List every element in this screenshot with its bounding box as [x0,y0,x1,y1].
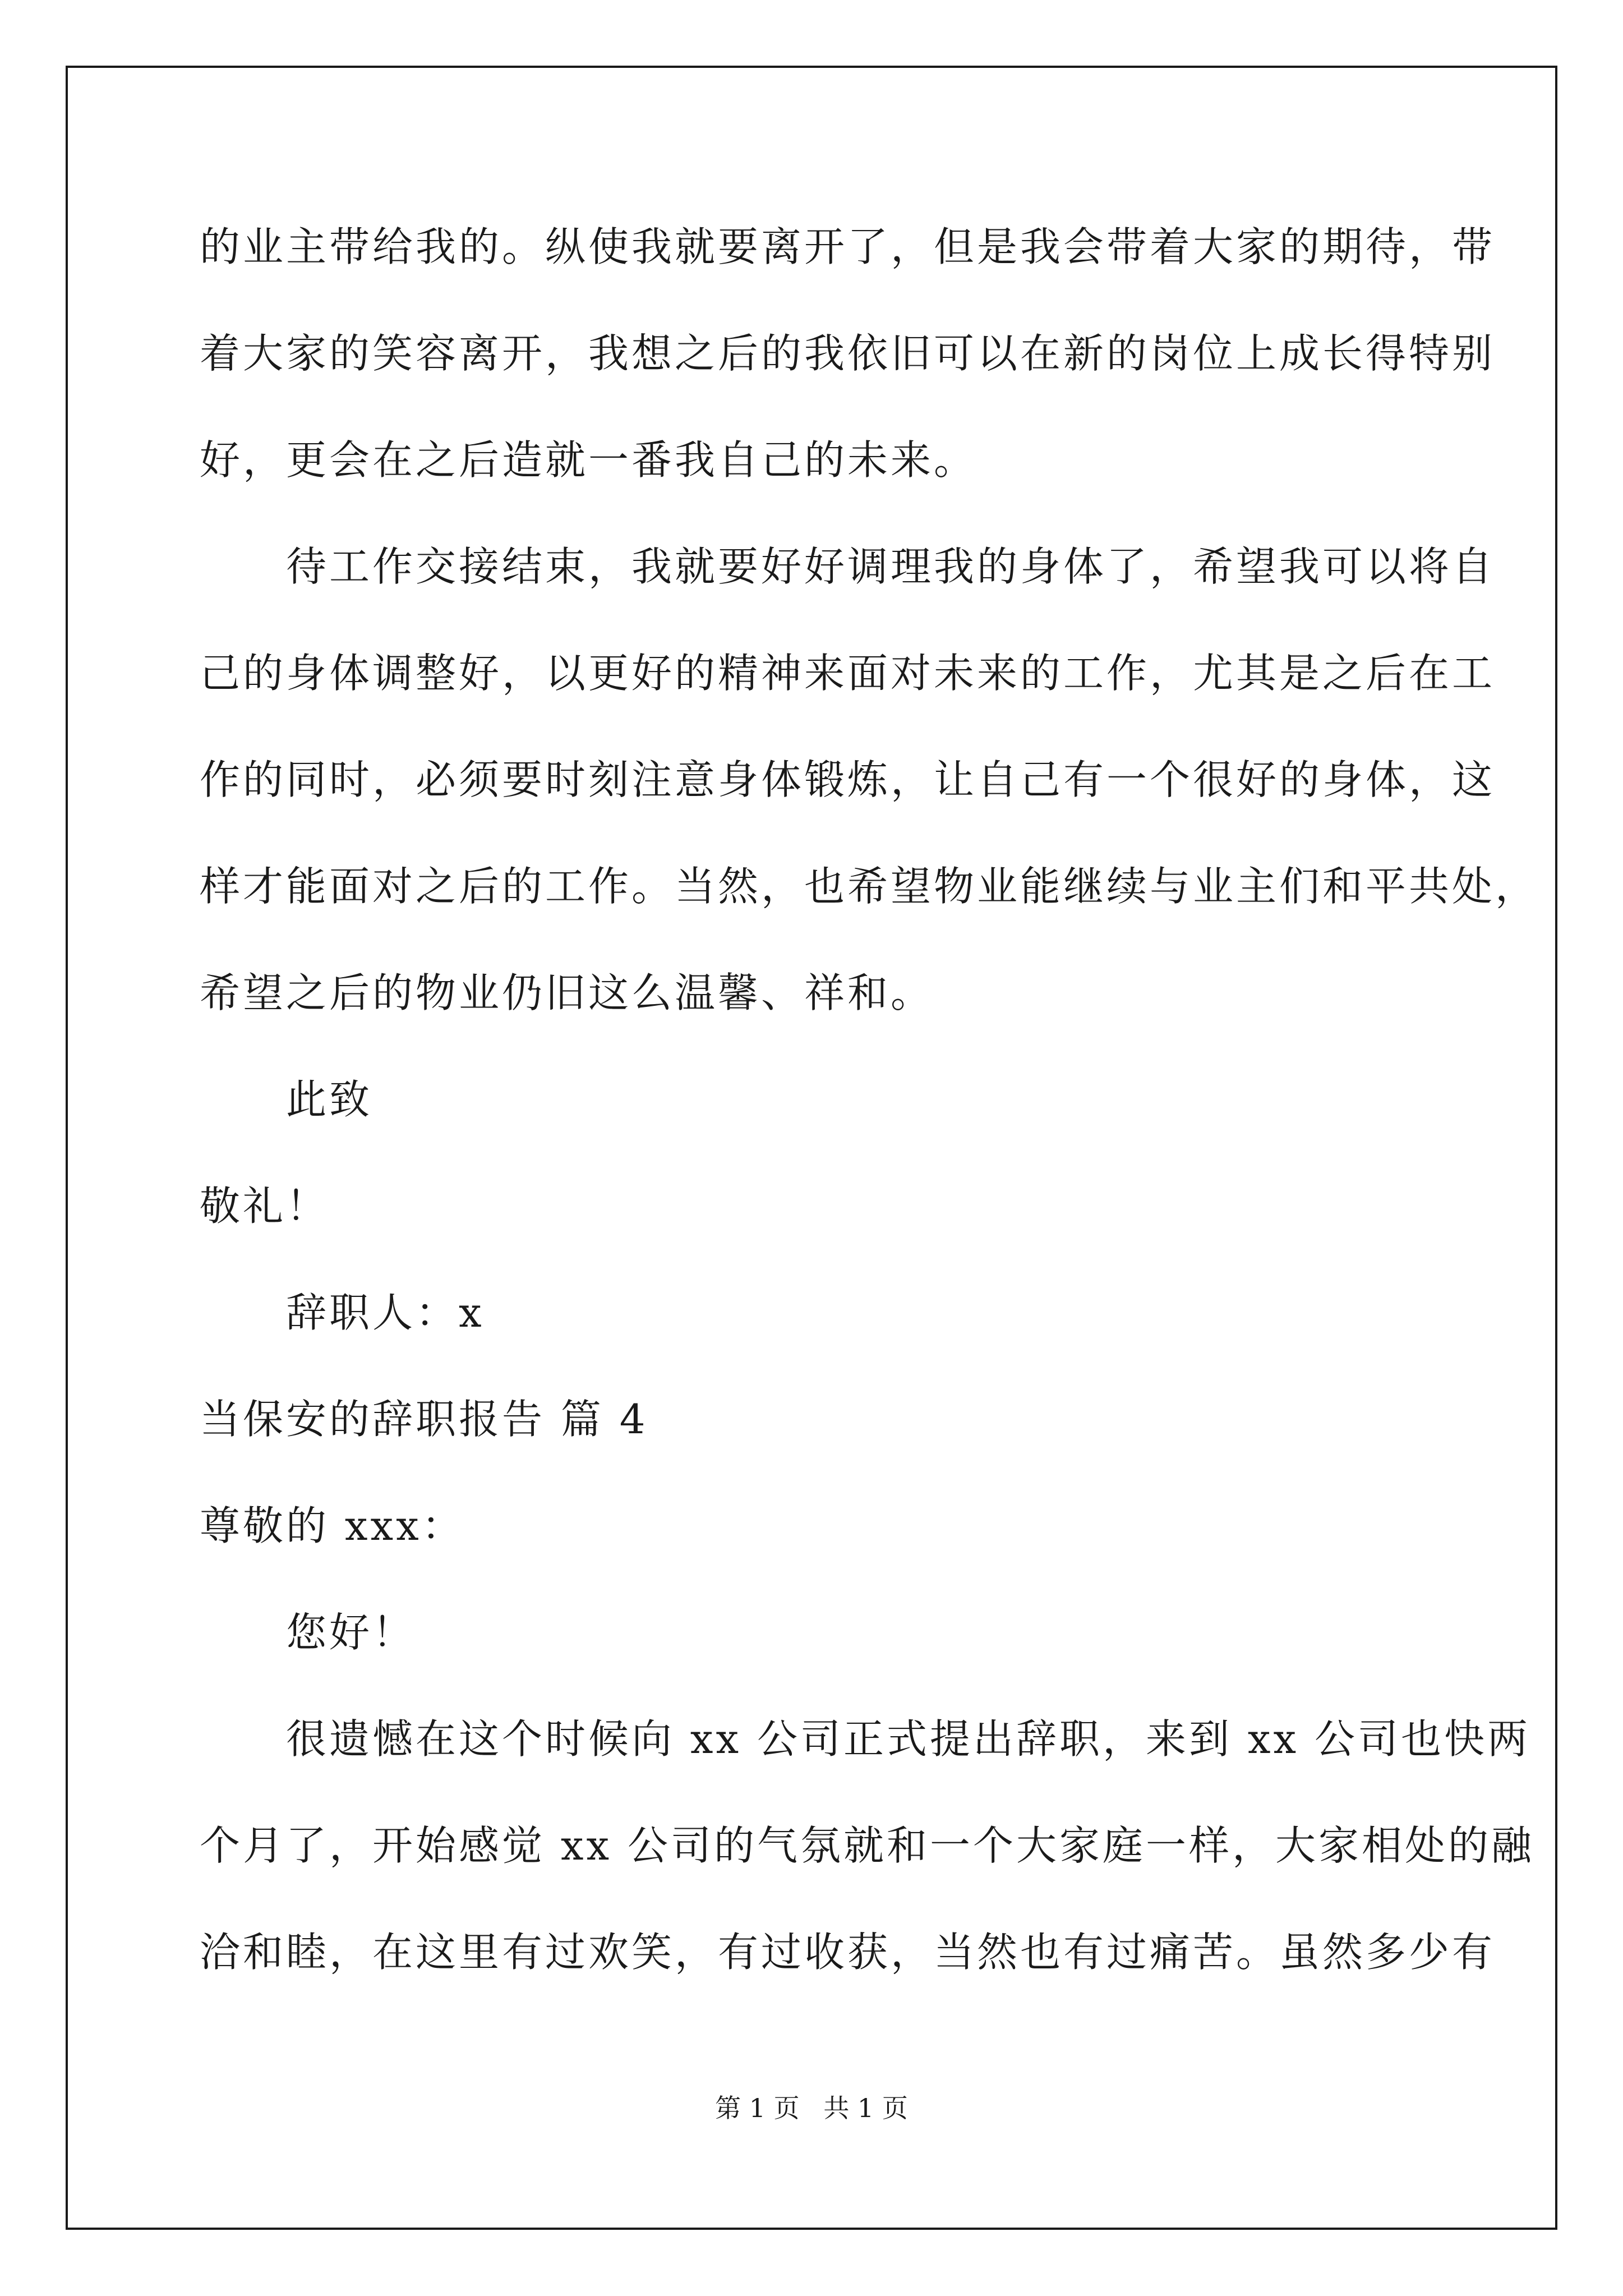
text-line: 己的身体调整好，以更好的精神来面对未来的工作，尤其是之后在工 [200,650,1496,697]
page-total: 共 1 页 [823,2093,908,2123]
document-body [200,194,1539,2005]
text-line: 作的同时，必须要时刻注意身体锻炼，让自己有一个很好的身体，这 [200,756,1496,803]
text-line: 着大家的笑容离开，我想之后的我依旧可以在新的岗位上成长得特别 [200,330,1496,377]
text-line: 待工作交接结束，我就要好好调理我的身体了，希望我可以将自 [200,543,1496,590]
page-footer [0,2091,1623,2125]
text-line: 很遗憾在这个时候向 xx 公司正式提出辞职，来到 xx 公司也快两 [200,1715,1530,1763]
signature-line: 辞职人：x [200,1289,485,1336]
greeting-line: 您好！ [200,1609,416,1656]
section-heading: 当保安的辞职报告 篇 4 [200,1396,648,1443]
closing-regards: 敬礼！ [200,1182,330,1230]
text-line: 个月了，开始感觉 xx 公司的气氛就和一个大家庭一样，大家相处的融 [200,1822,1534,1869]
closing-salutation: 此致 [200,1076,373,1123]
addressee-line: 尊敬的 xxx： [200,1502,465,1549]
text-line: 洽和睦，在这里有过欢笑，有过收获，当然也有过痛苦。虽然多少有 [200,1929,1496,1976]
text-line: 样才能面对之后的工作。当然，也希望物业能继续与业主们和平共处， [200,863,1539,910]
text-line: 好，更会在之后造就一番我自己的未来。 [200,436,978,484]
page-number: 第 1 页 [715,2093,800,2123]
text-line: 希望之后的物业仍旧这么温馨、祥和。 [200,969,934,1016]
text-line: 的业主带给我的。纵使我就要离开了，但是我会带着大家的期待，带 [200,223,1496,270]
